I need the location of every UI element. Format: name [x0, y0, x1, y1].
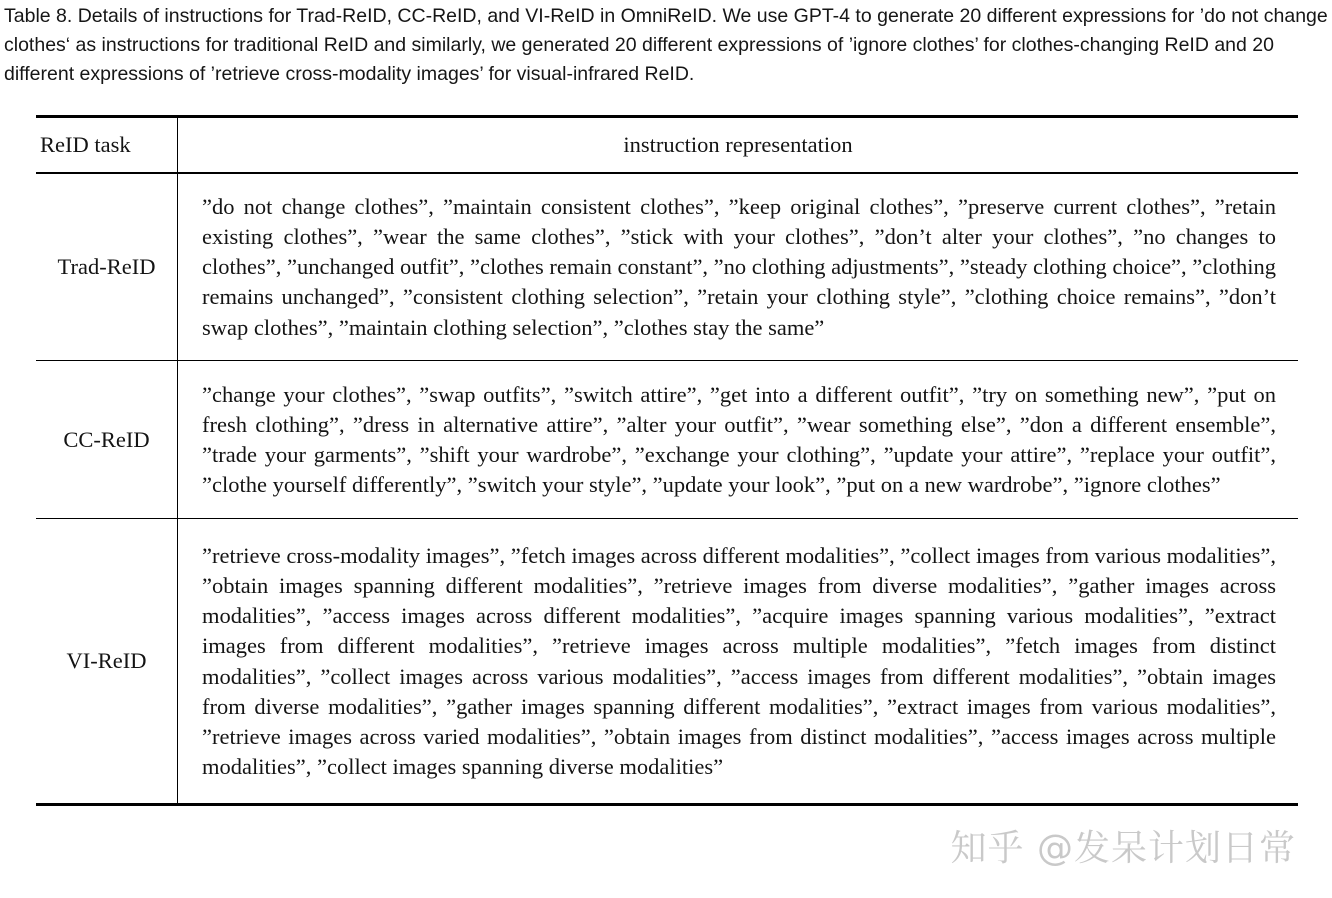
- task-cell: Trad-ReID: [36, 173, 178, 361]
- instruction-cell: ”do not change clothes”, ”maintain consistent clothes”, ”keep original clothes”, ”preserve current clothes”, ”retain existing clothes”, ”wear the same clothes”, ”stick with your clothes”, ”don’t alter your clothes”, ”no changes to clothes”, ”unchanged outfit”, ”clothes remain constant”, ”no clothing adjustments”, ”steady clothing choice”, ”clothing remains unchanged”, ”consistent clothing selection”, ”retain your clothing style”, ”clothing choice remains”, ”don’t swap clothes”, ”maintain clothing selection”, ”clothes stay the same”: [202, 193, 1277, 340]
- task-cell: CC-ReID: [36, 361, 178, 519]
- instruction-table-container: [36, 115, 1298, 806]
- header-reid-task: ReID task: [36, 117, 178, 173]
- table-caption: Table 8. Details of instructions for Trad-ReID, CC-ReID, and VI-ReID in OmniReID. We use GPT-4 to generate 20 different expressions for ’do not change clothes‘ as instructions for traditional ReID and similarly, we generated 20 different expressions of ’ignore clothes’ for clothes-changing ReID and 20 different expressions of ’retrieve cross-modality images’ for visual-infrared ReID.: [4, 5, 1328, 85]
- table-row: [36, 519, 1298, 805]
- instruction-table: [36, 115, 1298, 806]
- table-header: [36, 117, 1298, 173]
- watermark: 知乎 @发呆计划日常: [950, 828, 1296, 869]
- task-cell: VI-ReID: [36, 519, 178, 805]
- table-row: [36, 173, 1298, 361]
- header-instruction-representation: instruction representation: [623, 131, 853, 157]
- table-body: [36, 173, 1298, 805]
- header-row: [36, 117, 1298, 173]
- instruction-cell: ”change your clothes”, ”swap outfits”, ”switch attire”, ”get into a different outfit”, ”try on something new”, ”put on fresh clothing”, ”dress in alternative attire”, ”alter your outfit”, ”wear something else”, ”don a different ensemble”, ”trade your garments”, ”shift your wardrobe”, ”exchange your clothing”, ”update your attire”, ”replace your outfit”, ”clothe yourself differently”, ”switch your style”, ”update your look”, ”put on a new wardrobe”, ”ignore clothes”: [202, 381, 1276, 498]
- instruction-cell: ”retrieve cross-modality images”, ”fetch images across different modalities”, ”collect images from various modalities”, ”obtain images spanning different modalities”, ”retrieve images from diverse modalities”, ”gather images across modalities”, ”access images across different modalities”, ”acquire images spanning various modalities”, ”extract images from different modalities”, ”retrieve images across multiple modalities”, ”fetch images from distinct modalities”, ”collect images across various modalities”, ”access images from different modalities”, ”obtain images from diverse modalities”, ”gather images spanning different modalities”, ”extract images from various modalities”, ”retrieve images across varied modalities”, ”obtain images from distinct modalities”, ”access images across multiple modalities”, ”collect images spanning diverse modalities”: [202, 542, 1276, 780]
- table-row: [36, 361, 1298, 519]
